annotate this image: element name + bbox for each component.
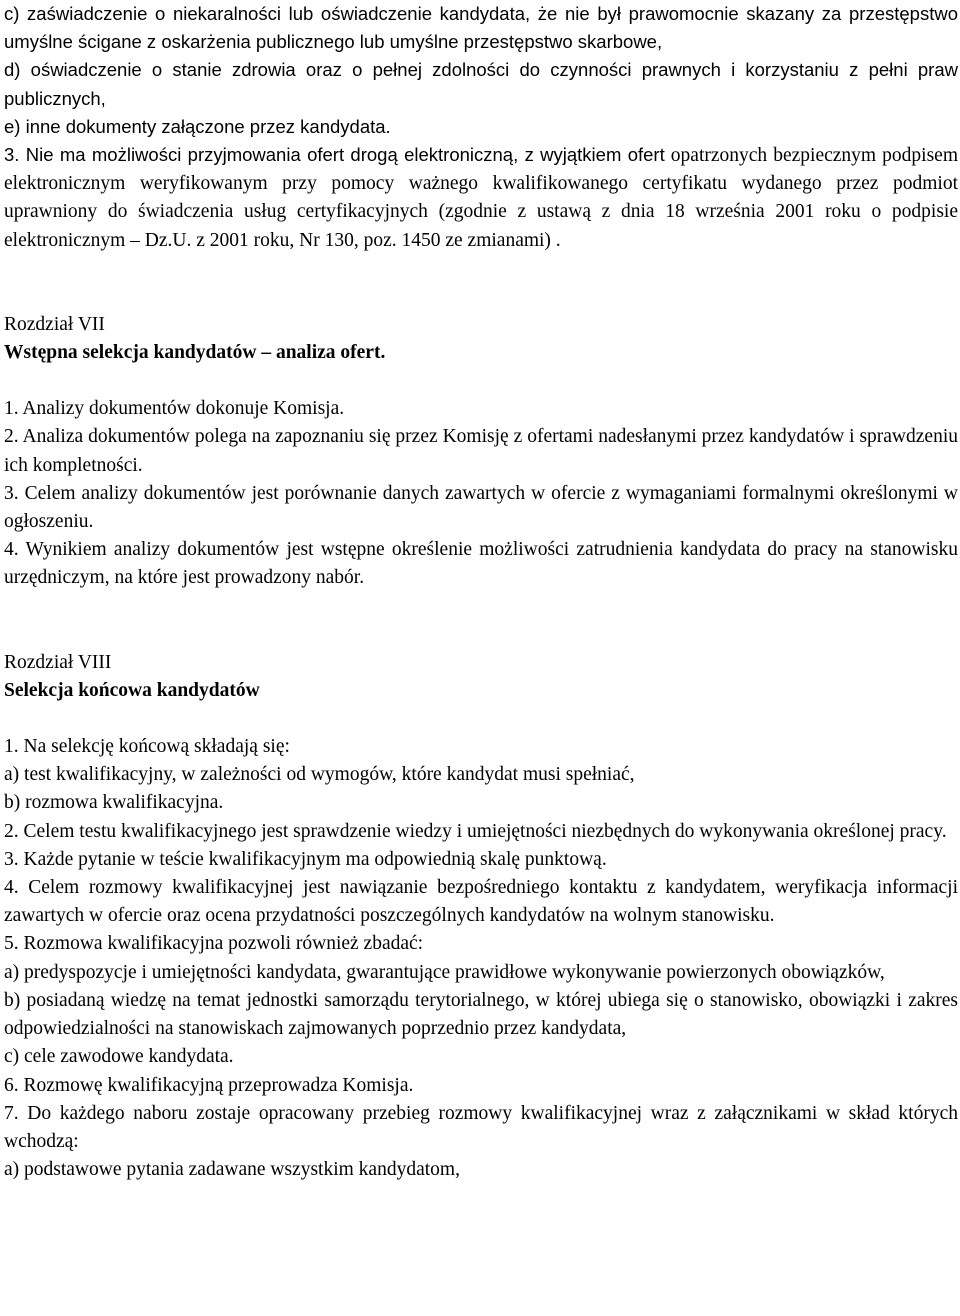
list-item-e: e) inne dokumenty załączone przez kandydata.: [4, 115, 391, 137]
document-page: [4, 0, 958, 1184]
chapter-8-title: Selekcja końcowa kandydatów: [4, 679, 260, 701]
list-item-d: d) oświadczenie o stanie zdrowia oraz o pełnej zdolności do czynności prawnych i korzystaniu z pełni praw publicznych,: [4, 59, 958, 109]
ch8-item-5c: c) cele zawodowe kandydata.: [4, 1046, 234, 1068]
ch7-item-3: 3. Celem analizy dokumentów jest porównanie danych zawartych w ofercie z wymaganiami formalnymi określonymi w ogłoszeniu.: [4, 482, 958, 533]
ch8-item-1b: b) rozmowa kwalifikacyjna.: [4, 792, 224, 814]
ch8-item-3: 3. Każde pytanie w teście kwalifikacyjnym ma odpowiednią skalę punktową.: [4, 848, 607, 870]
ch8-item-7: 7. Do każdego naboru zostaje opracowany przebieg rozmowy kwalifikacyjnej wraz z załącznikami w skład których wchodzą:: [4, 1102, 958, 1152]
ch7-item-4: 4. Wynikiem analizy dokumentów jest wstępne określenie możliwości zatrudnienia kandydata do pracy na stanowisku urzędniczym, na które jest prowadzony nabór.: [4, 539, 958, 589]
ch8-item-6: 6. Rozmowę kwalifikacyjną przeprowadza Komisja.: [4, 1074, 414, 1096]
paragraph-point-3: [4, 141, 958, 255]
ch8-item-5a: a) predyspozycje i umiejętności kandydata, gwarantujące prawidłowe wykonywanie powierzonych obowiązków,: [4, 961, 885, 983]
point-3-start: 3. Nie ma możliwości przyjmowania ofert drogą elektroniczną, z wyjątkiem ofert: [4, 144, 665, 166]
list-item-c: c) zaświadczenie o niekaralności lub oświadczenie kandydata, że nie był prawomocnie skazany za przestępstwo umyślne ścigane z oskarżenia publicznego lub umyślne przestępstwo skarbowe,: [4, 3, 958, 53]
ch8-item-2: 2. Celem testu kwalifikacyjnego jest sprawdzenie wiedzy i umiejętności niezbędnych do wykonywania określonej pracy.: [4, 820, 947, 842]
chapter-7-title: Wstępna selekcja kandydatów – analiza ofert.: [4, 342, 386, 364]
ch8-item-1: 1. Na selekcję końcową składają się:: [4, 736, 290, 758]
ch8-item-5b: b) posiadaną wiedzę na temat jednostki samorządu terytorialnego, w której ubiega się o stanowisko, obowiązki i zakres odpowiedzialności na stanowiskach zajmowanych poprzednio przez kandydata,: [4, 989, 958, 1040]
ch8-item-5: 5. Rozmowa kwalifikacyjna pozwoli również zbadać:: [4, 933, 424, 955]
ch8-item-4: 4. Celem rozmowy kwalifikacyjnej jest nawiązanie bezpośredniego kontaktu z kandydatem, weryfikacja informacji zawartych w ofercie oraz ocena przydatności poszczególnych kandydatów na wolnym stanowisku.: [4, 877, 958, 927]
chapter-8-label: Rozdział VIII: [4, 651, 112, 673]
point-3-rest: opatrzonych bezpiecznym podpisem elektronicznym weryfikowanym przy pomocy ważnego kwalifikowanego certyfikatu wydanego przez podmiot uprawniony do świadczenia usług certyfikacyjnych (zgodnie z ustawą z dnia 18 września 2001 roku o podpisie elektronicznym – Dz.U. z 2001 roku, Nr 130, poz. 1450 ze zmianami) .: [4, 145, 959, 251]
ch7-item-2: 2. Analiza dokumentów polega na zapoznaniu się przez Komisję z ofertami nadesłanymi przez kandydatów i sprawdzeniu ich kompletności.: [4, 426, 958, 476]
chapter-7-label: Rozdział VII: [4, 313, 105, 335]
ch7-item-1: 1. Analizy dokumentów dokonuje Komisja.: [4, 398, 345, 420]
ch8-item-1a: a) test kwalifikacyjny, w zależności od wymogów, które kandydat musi spełniać,: [4, 764, 635, 786]
ch8-item-7a: a) podstawowe pytania zadawane wszystkim kandydatom,: [4, 1159, 460, 1181]
